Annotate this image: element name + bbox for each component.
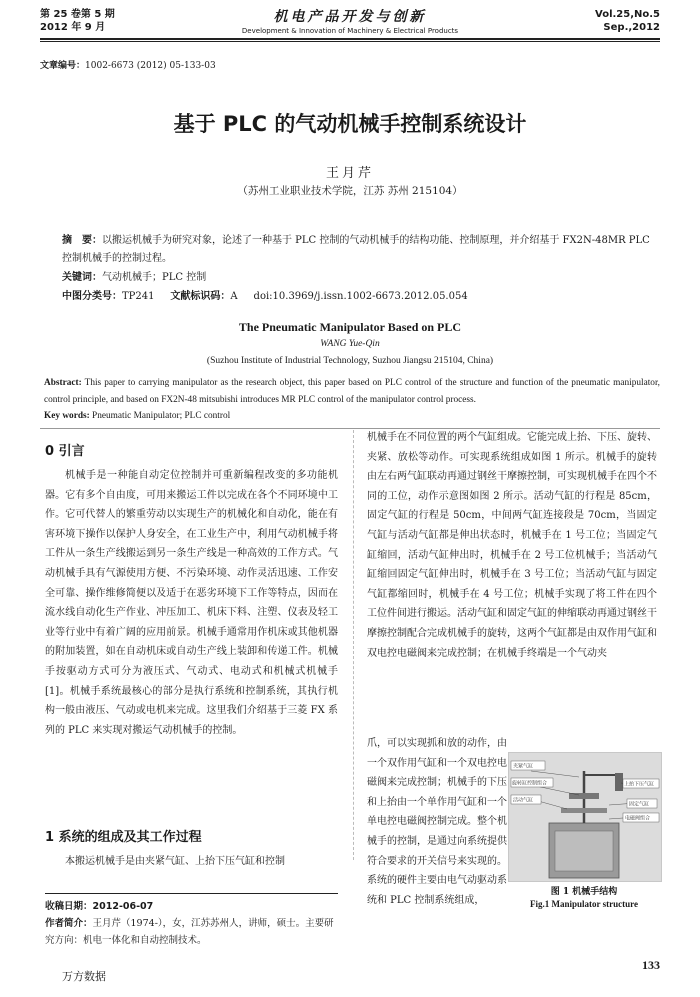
article-number-value: 1002-6673 (2012) 05-133-03	[85, 61, 216, 71]
issue-date-en: Sep.,2012	[603, 22, 660, 33]
english-keywords-text: Pneumatic Manipulator; PLC control	[92, 411, 231, 421]
keywords-cn-text: 气动机械手；PLC 控制	[102, 272, 207, 283]
english-keywords-label: Key words:	[44, 411, 90, 421]
fig-label-0: 夹紧气缸	[513, 763, 534, 770]
cls-value: TP241	[122, 291, 155, 302]
figure-manipulator-photo	[508, 752, 662, 882]
section-1-body-start: 本搬运机械手是由夹紧气缸、上抬下压气缸和控制	[65, 856, 285, 867]
author-name: 王月芹	[325, 166, 374, 181]
english-abstract	[44, 375, 660, 409]
bio-label: 作者简介：	[45, 918, 93, 929]
article-number	[40, 58, 216, 71]
section-0-heading: 0 引言	[45, 444, 85, 459]
abstract-cn-text: 以搬运机械手为研究对象，论述了一种基于 PLC 控制的气动机械手的结构功能、控制原理，并介绍基于 FX2N-48MR PLC 控制机械手的控制过程。	[62, 235, 650, 264]
column-divider	[353, 430, 354, 860]
article-number-label: 文章编号：	[40, 61, 86, 71]
keywords-cn	[62, 268, 206, 283]
figure-caption-cn: 图 1 机械手结构	[550, 887, 618, 897]
header-rule	[40, 38, 660, 40]
fig-label-1: 旋转缸控制组合	[512, 780, 548, 787]
english-keywords	[44, 411, 230, 421]
cls-label: 中图分类号：	[62, 291, 122, 302]
issue-volume: 第 25 卷第 5 期	[40, 9, 115, 20]
figure-caption	[508, 886, 660, 910]
doi: doi:10.3969/j.issn.1002-6673.2012.05.054	[253, 291, 468, 302]
issue-info-en	[595, 8, 660, 34]
english-title: The Pneumatic Manipulator Based on PLC	[238, 320, 462, 334]
bio-text: 王月芹（1974-），女，江苏苏州人，讲师，硕士。主要研究方向：机电一体化和自动控制技术。	[45, 918, 334, 946]
page-number: 133	[642, 958, 660, 972]
watermark-text: 万方数据	[62, 970, 106, 983]
journal-name-en: Development & Innovation of Machinery & Electrical Products	[241, 27, 459, 35]
abstract-cn	[62, 232, 652, 268]
fig-label-4: 固定气缸	[629, 801, 650, 808]
classification-line	[62, 287, 468, 302]
english-author: WANG Yue-Qin	[320, 339, 380, 349]
section-0-body: 机械手是一种能自动定位控制并可重新编程改变的多功能机器。它有多个自由度，可用来搬运工件以完成在各个不同环境中工作。它可代替人的繁重劳动以实现生产的机械化和自动化，能在有害环境下操作以保护人身安全，在工业生产中，利用气动机械手将工件从一条生产线搬运到另一条生产线是一种高效的工作方式。气动机械手具有气源使用方便、不污染环境、动作灵活迅速、工作安全可靠、操作维修简便以及适于在恶劣环境下工作等特点，因而在流水线自动化生产作业、冲压加工、机床下料、注塑、仪表及轻工业等行业中有着广阔的应用前景。机械手通常用作机床或其他机器的附加装置，如在自动机床或自动生产线上装卸和传递工件。机械手按驱动方式可分为液压式、气动式、电动式和机械式机械手[1]。机械手系统最核心的部分是执行系统和控制系统，其执行机构一般由液压、气动或电机来完成。这里我们介绍基于三菱 FX 系列的 PLC 来实现对搬运气动机械手的控制。	[45, 470, 338, 736]
received-value: 2012-06-07	[92, 901, 154, 912]
author-bio	[45, 915, 338, 949]
issue-volume-en: Vol.25,No.5	[595, 9, 660, 20]
right-column-wrap-para: 爪，可以实现抓和放的动作，由一个双作用气缸和一个双电控电磁阀来完成控制；机械手的下压和上抬由一个单作用气缸和一个单电控电磁阀控制完成。整个机械手的控制，是通过向系统提供符合要求的开关信号来实现的。系统的硬件主要由电气动驱动系统和 PLC 控制系统组成，	[367, 738, 507, 906]
issue-date: 2012 年 9 月	[40, 22, 106, 33]
footnote-box	[45, 893, 338, 949]
doc-label: 文献标识码：	[170, 291, 231, 302]
figure-caption-en: Fig.1 Manipulator structure	[530, 899, 638, 909]
fig-label-3: 活动气缸	[513, 797, 534, 804]
right-column-para: 机械手在不同位置的两个气缸组成。它能完成上抬、下压、旋转、夹紧、放松等动作。可实现系统组成如图 1 所示。机械手的旋转由左右两气缸联动再通过钢丝干摩擦控制，可实现机械手在四个不同的工位，动作示意图如图 2 所示。活动气缸的行程是 85cm，固定气缸的行程是 50cm，中间两气缸连接段是 70cm，当固定气缸与活动气缸都是伸出状态时，机械手在 1 号工位；当固定气缸缩回，活动气缸伸出时，机械手在 2 号工位机械手；当活动气缸缩回固定气缸伸出时，机械手在 3 号工位；当活动气缸与固定气缸都缩回时，机械手在 4 号工位；机械手实现了将工件在四个工位件间进行搬运。活动气缸和固定气缸的伸缩联动再通过钢丝干摩擦控制配合完成机械手的旋转，这两个气缸都是由双作用气缸和双电控电磁阀来完成控制；在机械手终端是一个气动夹	[367, 432, 657, 659]
journal-name	[230, 6, 470, 35]
header-rule-thin	[40, 41, 660, 42]
received-date	[45, 898, 338, 915]
section-1-heading: 1 系统的组成及其工作过程	[45, 830, 202, 845]
journal-name-cn: 机电产品开发与创新	[273, 9, 427, 25]
paper-title: 基于 PLC 的气动机械手控制系统设计	[173, 112, 527, 136]
received-label: 收稿日期：	[45, 901, 93, 912]
doc-value: A	[230, 291, 238, 302]
english-abstract-label: Abstract:	[44, 378, 82, 388]
fig-label-5: 电磁阀组合	[625, 815, 651, 822]
keywords-cn-label: 关键词：	[62, 272, 102, 283]
english-affiliation: (Suzhou Institute of Industrial Technology, Suzhou Jiangsu 215104, China)	[206, 356, 494, 366]
manipulator-illustration	[509, 753, 661, 881]
abstract-cn-label: 摘 要：	[62, 235, 102, 246]
issue-info	[40, 8, 115, 34]
fig-label-2: 上抬下压气缸	[624, 781, 655, 788]
author-affiliation: （苏州工业职业技术学院，江苏 苏州 215104）	[237, 185, 463, 197]
english-abstract-text: This paper to carrying manipulator as the research object, this paper based on PLC control of the structure and function of the pneumatic manipulator, control principle, and based on FX2N-48 mitsubishi introduces MR PLC control of the manipulator control process.	[44, 378, 660, 405]
